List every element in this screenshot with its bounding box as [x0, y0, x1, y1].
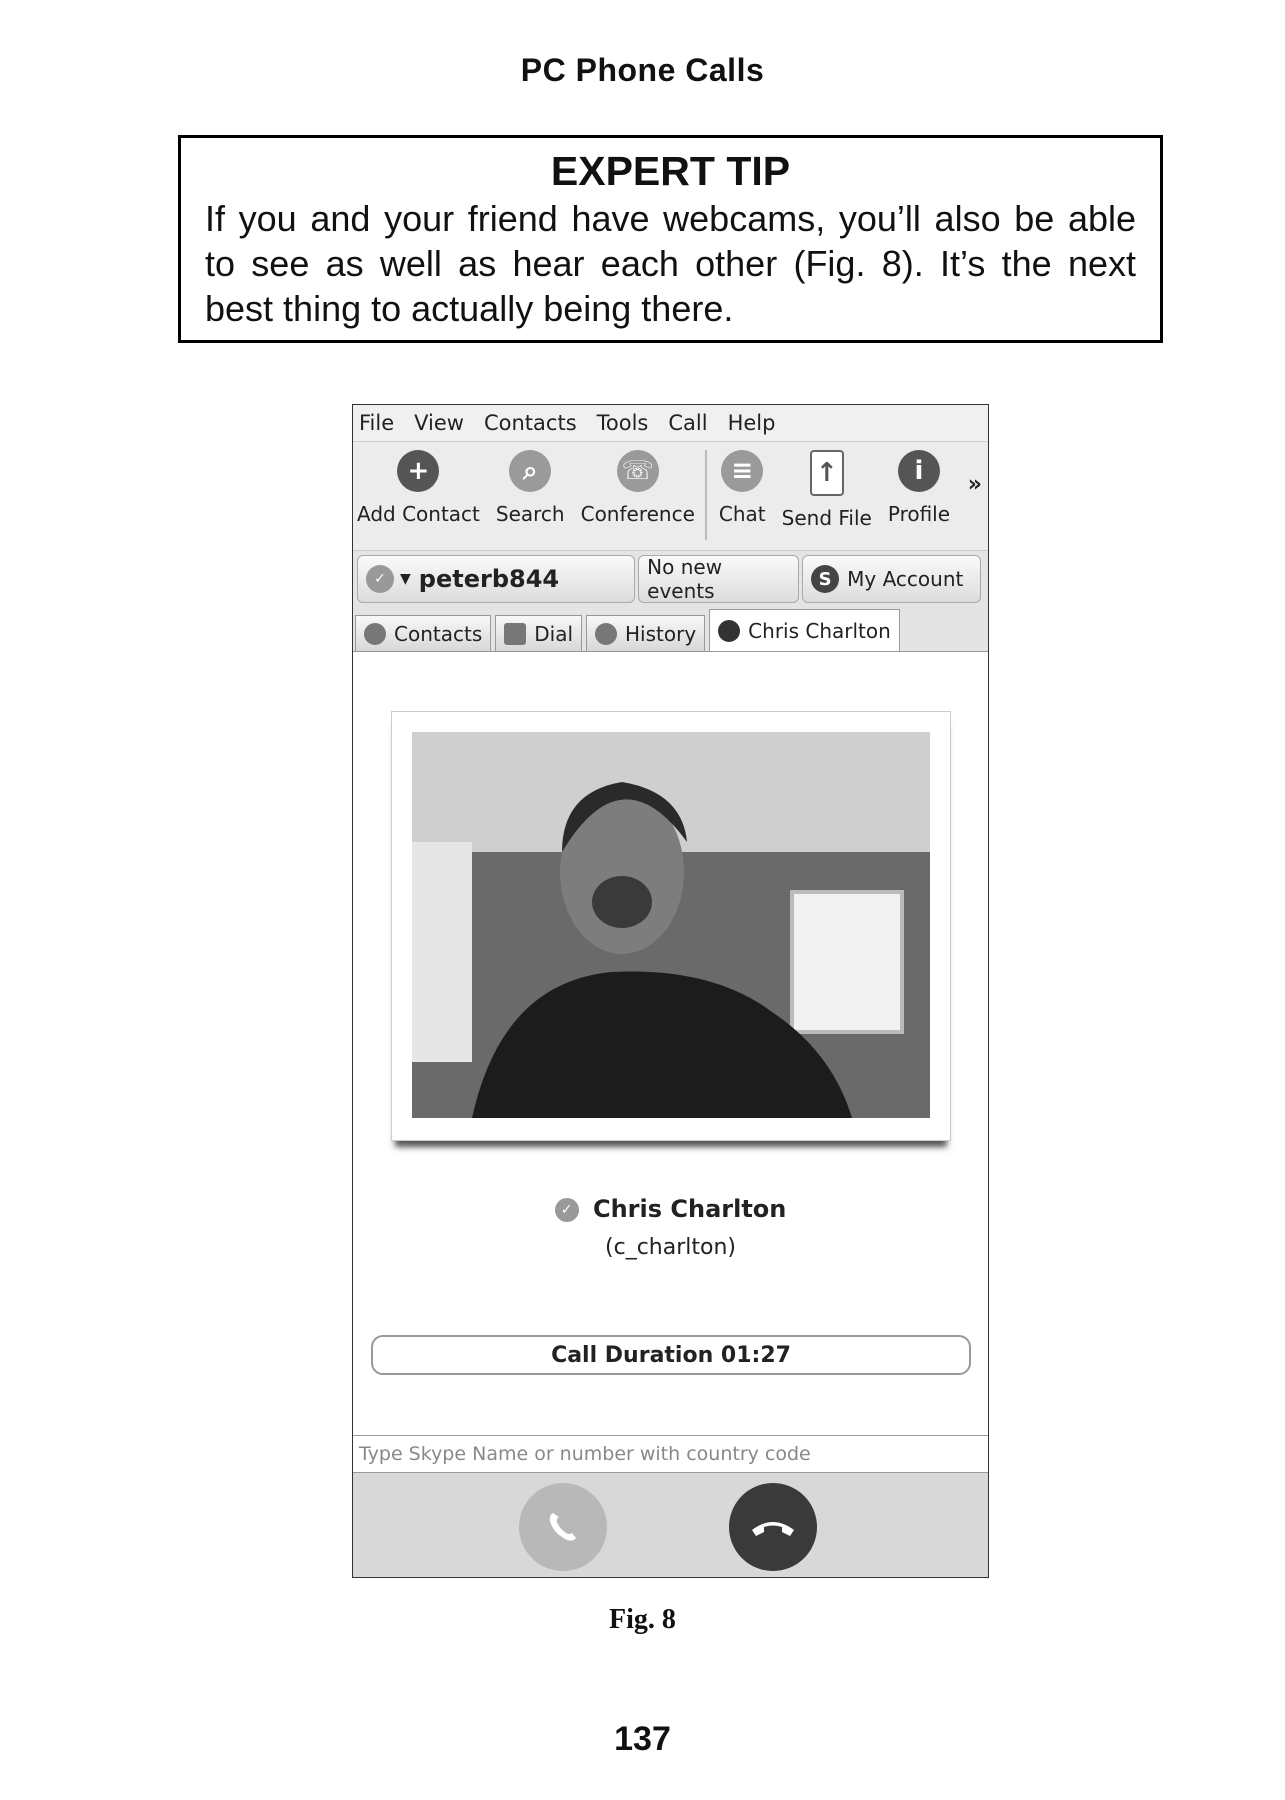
- send-file-icon: ↑: [810, 450, 844, 496]
- conference-label: Conference: [580, 502, 695, 526]
- send-file-button[interactable]: [782, 450, 872, 530]
- my-account-button[interactable]: [802, 555, 981, 603]
- tip-body: If you and your friend have webcams, you’ll also be able to see as well as hear each other (Fig. 8). It’s the next best thing to actually being there.: [205, 198, 1136, 329]
- menu-file[interactable]: File: [359, 411, 395, 435]
- chat-icon: ≡: [721, 450, 763, 492]
- dial-input-placeholder: Type Skype Name or number with country code: [359, 1443, 811, 1465]
- phone-icon: [543, 1507, 583, 1547]
- page-number: 137: [614, 1720, 671, 1758]
- chat-button[interactable]: [719, 450, 766, 526]
- contact-skype-id: (c_charlton): [605, 1235, 736, 1260]
- conference-icon: ☏: [617, 450, 659, 492]
- contact-name: [353, 1195, 988, 1223]
- profile-icon: i: [898, 450, 940, 492]
- contact-name-text: Chris Charlton: [592, 1195, 787, 1223]
- clock-icon: [595, 623, 617, 645]
- events-label: No new events: [647, 555, 723, 603]
- tab-contacts[interactable]: [355, 615, 491, 651]
- video-frame: [391, 711, 951, 1141]
- tab-call-label: Chris Charlton: [748, 618, 891, 643]
- webcam-image: [412, 732, 930, 1118]
- add-contact-label: Add Contact: [357, 502, 480, 526]
- conference-button[interactable]: [581, 450, 695, 526]
- tab-contacts-label: Contacts: [394, 621, 483, 646]
- events-button[interactable]: [638, 555, 799, 603]
- menu-help[interactable]: Help: [727, 411, 776, 435]
- expert-tip-box: [178, 135, 1163, 343]
- status-icon: ✓: [366, 565, 394, 593]
- call-icon: [718, 620, 740, 642]
- menu-call[interactable]: Call: [668, 411, 708, 435]
- search-button[interactable]: [496, 450, 565, 526]
- my-account-label: My Account: [847, 567, 964, 591]
- add-contact-button[interactable]: [357, 450, 480, 526]
- toolbar-overflow-button[interactable]: »: [967, 472, 982, 497]
- toolbar-divider: [705, 450, 707, 540]
- page-header: PC Phone Calls: [520, 52, 765, 88]
- profile-button[interactable]: [888, 450, 950, 526]
- call-button[interactable]: [519, 1483, 607, 1571]
- tab-history-label: History: [625, 621, 697, 646]
- menu-view[interactable]: View: [414, 411, 464, 435]
- online-status-dropdown[interactable]: [357, 555, 635, 603]
- skype-window: [352, 404, 989, 1578]
- figure-caption: Fig. 8: [609, 1604, 676, 1635]
- hang-up-button[interactable]: [729, 1483, 817, 1571]
- send-file-label: Send File: [781, 506, 872, 530]
- menu-bar: [353, 405, 988, 441]
- webcam-video: [412, 732, 930, 1118]
- search-icon: ⌕: [509, 450, 551, 492]
- tip-heading: EXPERT TIP: [550, 148, 791, 194]
- contacts-icon: [364, 623, 386, 645]
- hang-up-icon: [748, 1512, 798, 1542]
- menu-tools[interactable]: Tools: [596, 411, 649, 435]
- call-controls: [353, 1473, 988, 1578]
- tab-dial[interactable]: [495, 615, 582, 651]
- tab-chris-charlton[interactable]: [709, 609, 900, 651]
- toolbar: [353, 441, 988, 550]
- call-duration: Call Duration 01:27: [371, 1335, 971, 1375]
- username: peterb844: [418, 565, 560, 593]
- dialpad-icon: [504, 623, 526, 645]
- search-label: Search: [495, 502, 565, 526]
- tab-history[interactable]: [586, 615, 705, 651]
- profile-label: Profile: [887, 502, 951, 526]
- menu-contacts[interactable]: Contacts: [483, 411, 577, 435]
- tab-dial-label: Dial: [534, 621, 574, 646]
- chat-label: Chat: [718, 502, 766, 526]
- add-contact-icon: +: [397, 450, 439, 492]
- chevron-down-icon: ▼: [400, 571, 411, 587]
- contact-status-icon: ✓: [555, 1198, 579, 1222]
- tab-bar: [353, 607, 988, 652]
- skype-icon: S: [811, 565, 839, 593]
- account-bar: [353, 550, 988, 607]
- dial-input[interactable]: [353, 1435, 988, 1473]
